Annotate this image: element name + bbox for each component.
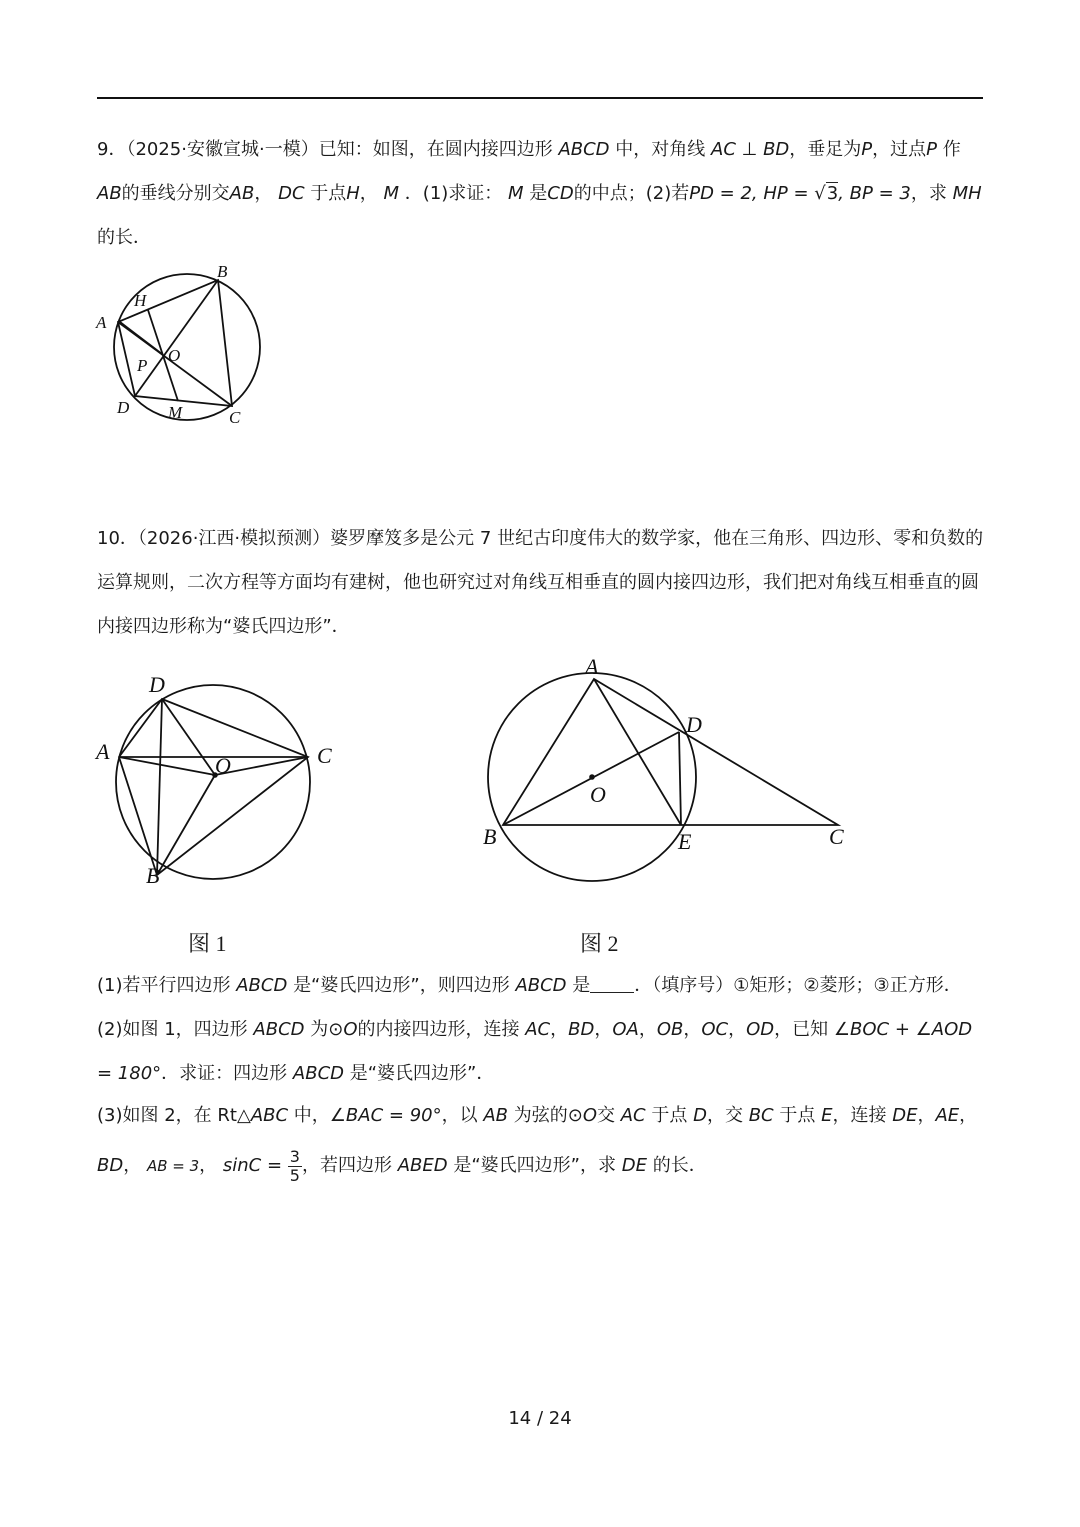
fig1-label-c: C <box>317 743 332 768</box>
question-10-intro: 10．（2026·江西·模拟预测）婆罗摩笈多是公元 7 世纪古印度伟大的数学家，他在三角形、四边形、零和负数的运算规则，二次方程等方面均有建树，他也研究过对角线互相垂直的圆内接四边形，我们把对角线互相垂直的圆内接四边形称为“婆氏四边形”． <box>97 528 984 637</box>
header-rule <box>97 97 983 99</box>
fig2-label-e: E <box>678 829 692 854</box>
question-10-part-3: (3)如图 2，在 Rt△ABC 中，∠BAC = 90°，以 AB 为弦的⊙O交 AC 于点 D，交 BC 于点 E，连接 DE，AE， <box>97 1105 978 1126</box>
fig9-label-h: H <box>134 291 147 310</box>
figure-1 <box>90 665 350 895</box>
fig9-label-c: C <box>229 408 241 427</box>
fig1-label-b: B <box>146 863 160 888</box>
fig9-label-d: D <box>117 398 130 417</box>
figure-1-caption: 图 1 <box>188 931 227 956</box>
fraction-3-5: $\frac{3}{5}$ <box>289 1146 300 1185</box>
fig1-label-d: D <box>149 672 165 697</box>
question-10-part-1-2: (1)若平行四边形 ABCD 是“婆氏四边形”，则四边形 ABCD 是 ．（填序号）①矩形；②菱形；③正方形．(2)如图 1，四边形 ABCD 为⊙O的内接四边形，连接 AC，BD，OA，OB，OC，OD，已知 ∠BOC + ∠AOD = 180°．求证：四边形 ABCD 是“婆氏四边形”． <box>97 975 973 1084</box>
fig2-label-a: A <box>585 654 599 679</box>
page-number: 14 / 24 <box>508 1408 572 1429</box>
answer-blank[interactable] <box>590 974 634 993</box>
fig2-label-c: C <box>829 824 844 849</box>
figure-q9 <box>90 255 280 435</box>
fig1-label-a: A <box>96 739 110 764</box>
fig2-label-d: D <box>686 712 702 737</box>
fig2-label-o: O <box>590 782 606 807</box>
fig9-label-p: P <box>137 356 148 375</box>
fig2-label-b: B <box>483 824 497 849</box>
fig1-label-o: O <box>215 753 231 778</box>
fig9-label-a: A <box>96 313 107 332</box>
fig9-label-b: B <box>217 262 228 281</box>
figure-2 <box>470 652 870 897</box>
question-9-text: 9．（2025·安徽宣城·一模）已知：如图，在圆内接四边形 ABCD 中，对角线 AC ⊥ BD，垂足为P，过点P 作AB的垂线分别交AB， DC 于点H， M ．(1)求证： M 是CD的中点；(2)若PD = 2, HP = √3, BP = 3，求 MH的长． <box>97 139 982 248</box>
fig9-label-m: M <box>168 403 183 422</box>
figure-2-caption: 图 2 <box>580 931 619 956</box>
fig9-label-o: O <box>168 346 181 365</box>
question-10-part-3-line-2: BD， AB = 3， sinC = $\frac{3}{5}$ ，若四边形 ABED 是“婆氏四边形”，求 DE 的长． <box>97 1146 707 1185</box>
